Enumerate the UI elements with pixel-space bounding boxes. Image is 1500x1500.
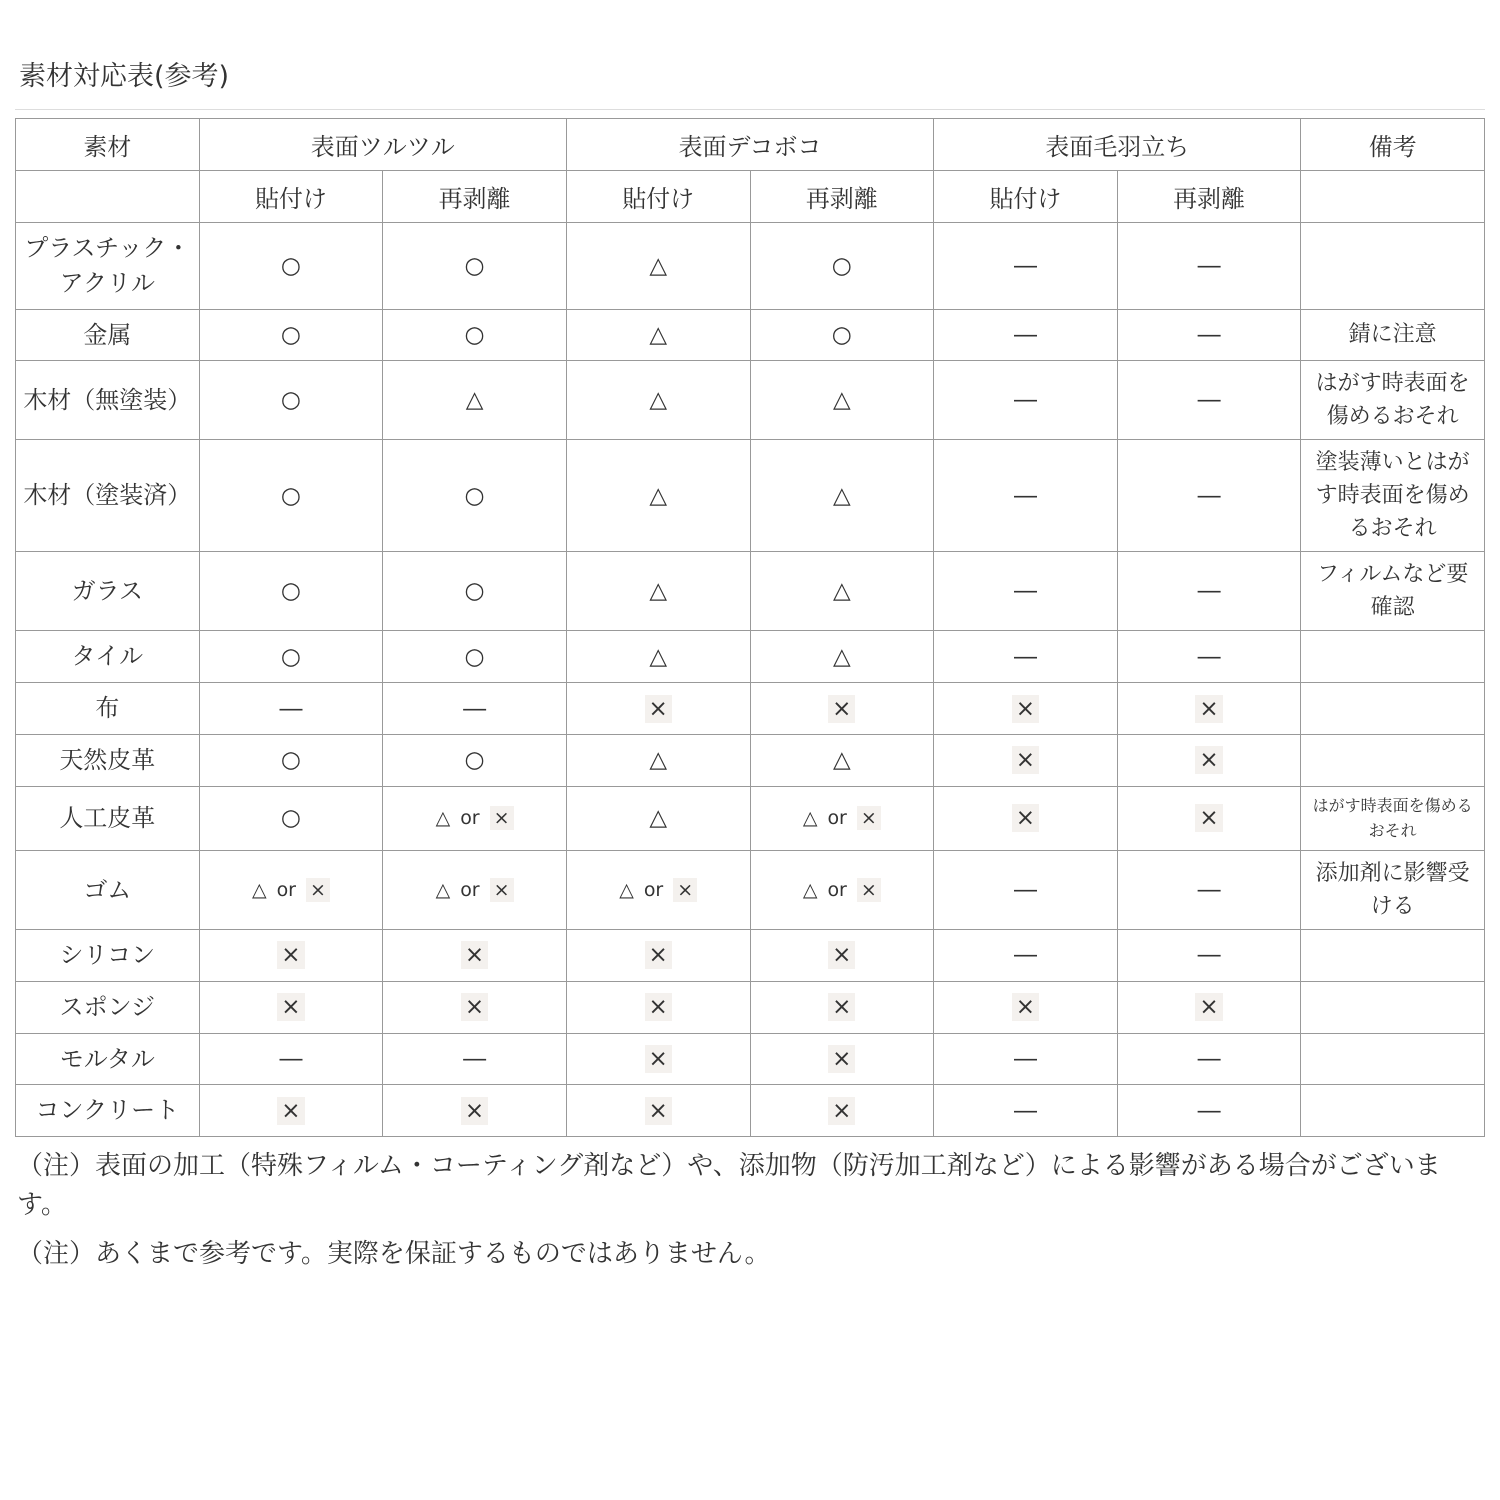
- rating-cell: ―: [934, 440, 1118, 552]
- x-mark: ×: [277, 941, 304, 969]
- material-name: 布: [16, 683, 200, 735]
- table-row: [16, 734, 1485, 786]
- x-mark: ×: [461, 1097, 488, 1125]
- rating-cell: ○: [199, 309, 383, 361]
- x-mark: ×: [857, 806, 881, 830]
- x-mark: ×: [645, 1045, 672, 1073]
- x-mark: ×: [645, 993, 672, 1021]
- rating-cell: ○: [199, 223, 383, 310]
- rating-cell: ―: [934, 1033, 1118, 1085]
- x-mark: ×: [1012, 804, 1039, 832]
- rating-cell: ―: [934, 929, 1118, 981]
- note-cell: フィルムなど要確認: [1301, 552, 1485, 631]
- rating-cell: [934, 683, 1118, 735]
- rating-cell: ―: [1117, 440, 1301, 552]
- material-name: タイル: [16, 631, 200, 683]
- rating-cell: △: [566, 361, 750, 440]
- rating-cell: ―: [1117, 552, 1301, 631]
- sub-column-header: [1301, 171, 1485, 223]
- x-mark: ×: [1012, 695, 1039, 723]
- rating-cell: ○: [383, 223, 567, 310]
- table-row: [16, 929, 1485, 981]
- table-row: [16, 1033, 1485, 1085]
- table-row: [16, 440, 1485, 552]
- x-mark: ×: [490, 878, 514, 902]
- rating-cell: [199, 1085, 383, 1137]
- rating-cell: [199, 981, 383, 1033]
- table-row: [16, 631, 1485, 683]
- note-cell: [1301, 223, 1485, 310]
- rating-cell: ―: [1117, 223, 1301, 310]
- rating-cell: ―: [934, 552, 1118, 631]
- x-mark: ×: [1012, 746, 1039, 774]
- x-mark: ×: [461, 993, 488, 1021]
- rating-cell: ○: [199, 631, 383, 683]
- rating-cell: ○: [383, 734, 567, 786]
- rating-cell: △: [750, 440, 934, 552]
- material-name: スポンジ: [16, 981, 200, 1033]
- x-mark: ×: [1195, 804, 1222, 832]
- rating-cell: ○: [199, 786, 383, 850]
- note-cell: [1301, 929, 1485, 981]
- footnote-1: （注）表面の加工（特殊フィルム・コーティング剤など）や、添加物（防汚加工剤など）による影響がある場合がございます。: [17, 1151, 1441, 1221]
- rating-cell: [750, 1085, 934, 1137]
- rating-cell: [1117, 683, 1301, 735]
- rating-cell: ―: [934, 631, 1118, 683]
- rating-cell: △: [566, 786, 750, 850]
- table-row: [16, 309, 1485, 361]
- x-mark: ×: [1195, 695, 1222, 723]
- rating-cell: [750, 683, 934, 735]
- rating-cell: [750, 929, 934, 981]
- material-name: コンクリート: [16, 1085, 200, 1137]
- rating-cell: ○: [383, 309, 567, 361]
- note-cell: 錆に注意: [1301, 309, 1485, 361]
- sub-column-header: 再剥離: [1117, 171, 1301, 223]
- rating-cell: ―: [934, 850, 1118, 929]
- material-name: ガラス: [16, 552, 200, 631]
- header-row-groups: [16, 119, 1485, 171]
- rating-cell: △: [750, 361, 934, 440]
- rating-cell: ―: [1117, 929, 1301, 981]
- rating-cell: ―: [199, 1033, 383, 1085]
- sub-column-header: [16, 171, 200, 223]
- note-cell: はがす時表面を傷めるおそれ: [1301, 361, 1485, 440]
- rating-cell: ○: [383, 440, 567, 552]
- rating-cell: ○: [383, 552, 567, 631]
- rating-cell: ―: [1117, 631, 1301, 683]
- rating-cell: △ or ×: [383, 786, 567, 850]
- material-name: モルタル: [16, 1033, 200, 1085]
- table-row: [16, 552, 1485, 631]
- or-word: or: [276, 878, 296, 901]
- rating-cell: ○: [199, 734, 383, 786]
- x-mark: ×: [828, 1097, 855, 1125]
- rating-cell: ―: [199, 683, 383, 735]
- material-name: 木材（塗装済）: [16, 440, 200, 552]
- header-row-sub: [16, 171, 1485, 223]
- sub-column-header: 貼付け: [934, 171, 1118, 223]
- rating-cell: ―: [1117, 850, 1301, 929]
- note-cell: 添加剤に影響受ける: [1301, 850, 1485, 929]
- rating-cell: ○: [383, 631, 567, 683]
- rating-cell: △: [566, 309, 750, 361]
- rating-cell: ―: [934, 223, 1118, 310]
- column-group-header: 表面毛羽立ち: [934, 119, 1301, 171]
- rating-cell: [750, 1033, 934, 1085]
- x-mark: ×: [645, 695, 672, 723]
- x-mark: ×: [306, 878, 330, 902]
- material-name: プラスチック・アクリル: [16, 223, 200, 310]
- rating-cell: [566, 1085, 750, 1137]
- table-header: [16, 119, 1485, 223]
- note-cell: [1301, 734, 1485, 786]
- material-name: ゴム: [16, 850, 200, 929]
- rating-cell: ―: [934, 309, 1118, 361]
- rating-cell: [1117, 981, 1301, 1033]
- note-cell: [1301, 981, 1485, 1033]
- rating-cell: [566, 1033, 750, 1085]
- or-word: or: [460, 807, 480, 830]
- rating-cell: △ or ×: [383, 850, 567, 929]
- note-cell: 塗装薄いとはがす時表面を傷めるおそれ: [1301, 440, 1485, 552]
- x-mark: ×: [857, 878, 881, 902]
- rating-cell: △: [750, 552, 934, 631]
- table-row: [16, 1085, 1485, 1137]
- rating-cell: [383, 981, 567, 1033]
- rating-cell: △ or ×: [199, 850, 383, 929]
- table-row: [16, 981, 1485, 1033]
- rating-cell: △ or ×: [566, 850, 750, 929]
- rating-cell: [1117, 786, 1301, 850]
- or-word: or: [827, 807, 847, 830]
- rating-cell: ―: [383, 1033, 567, 1085]
- table-row: [16, 361, 1485, 440]
- note-cell: はがす時表面を傷めるおそれ: [1301, 786, 1485, 850]
- rating-cell: ○: [750, 223, 934, 310]
- x-mark: ×: [828, 1045, 855, 1073]
- column-group-header: 表面デコボコ: [566, 119, 933, 171]
- rating-cell: ―: [1117, 1085, 1301, 1137]
- material-compatibility-table: [15, 118, 1485, 1137]
- sub-column-header: 貼付け: [199, 171, 383, 223]
- note-cell: [1301, 683, 1485, 735]
- column-group-header: 備考: [1301, 119, 1485, 171]
- rating-cell: [383, 929, 567, 981]
- table-row: [16, 850, 1485, 929]
- material-name: 天然皮革: [16, 734, 200, 786]
- x-mark: ×: [277, 1097, 304, 1125]
- x-mark: ×: [1195, 993, 1222, 1021]
- page-title: 素材対応表(参考): [19, 61, 230, 92]
- rating-cell: [750, 981, 934, 1033]
- sub-column-header: 再剥離: [750, 171, 934, 223]
- column-group-header: 表面ツルツル: [199, 119, 566, 171]
- footnote-2: （注）あくまで参考です。実際を保証するものではありません。: [17, 1239, 771, 1270]
- column-group-header: 素材: [16, 119, 200, 171]
- rating-cell: [566, 683, 750, 735]
- note-cell: [1301, 1033, 1485, 1085]
- x-mark: ×: [828, 993, 855, 1021]
- x-mark: ×: [645, 1097, 672, 1125]
- rating-cell: [934, 734, 1118, 786]
- table-row: [16, 683, 1485, 735]
- rating-cell: △: [566, 734, 750, 786]
- rating-cell: △: [566, 223, 750, 310]
- rating-cell: △: [750, 631, 934, 683]
- material-name: シリコン: [16, 929, 200, 981]
- rating-cell: ―: [934, 361, 1118, 440]
- rating-cell: ―: [1117, 309, 1301, 361]
- x-mark: ×: [645, 941, 672, 969]
- note-cell: [1301, 631, 1485, 683]
- material-name: 金属: [16, 309, 200, 361]
- x-mark: ×: [490, 806, 514, 830]
- sub-column-header: 貼付け: [566, 171, 750, 223]
- rating-cell: ○: [750, 309, 934, 361]
- rating-cell: [1117, 734, 1301, 786]
- rating-cell: ―: [1117, 1033, 1301, 1085]
- rating-cell: △ or ×: [750, 786, 934, 850]
- title-divider: [15, 109, 1485, 110]
- note-cell: [1301, 1085, 1485, 1137]
- x-mark: ×: [828, 941, 855, 969]
- or-word: or: [827, 878, 847, 901]
- table-row: [16, 786, 1485, 850]
- rating-cell: [566, 929, 750, 981]
- rating-cell: ―: [383, 683, 567, 735]
- rating-cell: [566, 981, 750, 1033]
- x-mark: ×: [1012, 993, 1039, 1021]
- sub-column-header: 再剥離: [383, 171, 567, 223]
- rating-cell: ―: [1117, 361, 1301, 440]
- rating-cell: [934, 981, 1118, 1033]
- rating-cell: △: [383, 361, 567, 440]
- or-word: or: [643, 878, 664, 901]
- rating-cell: [199, 929, 383, 981]
- rating-cell: △: [566, 552, 750, 631]
- x-mark: ×: [1195, 746, 1222, 774]
- table-body: [16, 223, 1485, 1137]
- or-word: or: [460, 878, 480, 901]
- x-mark: ×: [673, 878, 697, 902]
- rating-cell: ―: [934, 1085, 1118, 1137]
- table-row: [16, 223, 1485, 310]
- x-mark: ×: [461, 941, 488, 969]
- rating-cell: △ or ×: [750, 850, 934, 929]
- rating-cell: [934, 786, 1118, 850]
- x-mark: ×: [828, 695, 855, 723]
- rating-cell: ○: [199, 552, 383, 631]
- rating-cell: ○: [199, 440, 383, 552]
- rating-cell: △: [566, 631, 750, 683]
- rating-cell: ○: [199, 361, 383, 440]
- x-mark: ×: [277, 993, 304, 1021]
- footnotes: [15, 1147, 1485, 1274]
- material-name: 人工皮革: [16, 786, 200, 850]
- rating-cell: △: [750, 734, 934, 786]
- rating-cell: [383, 1085, 567, 1137]
- rating-cell: △: [566, 440, 750, 552]
- material-name: 木材（無塗装）: [16, 361, 200, 440]
